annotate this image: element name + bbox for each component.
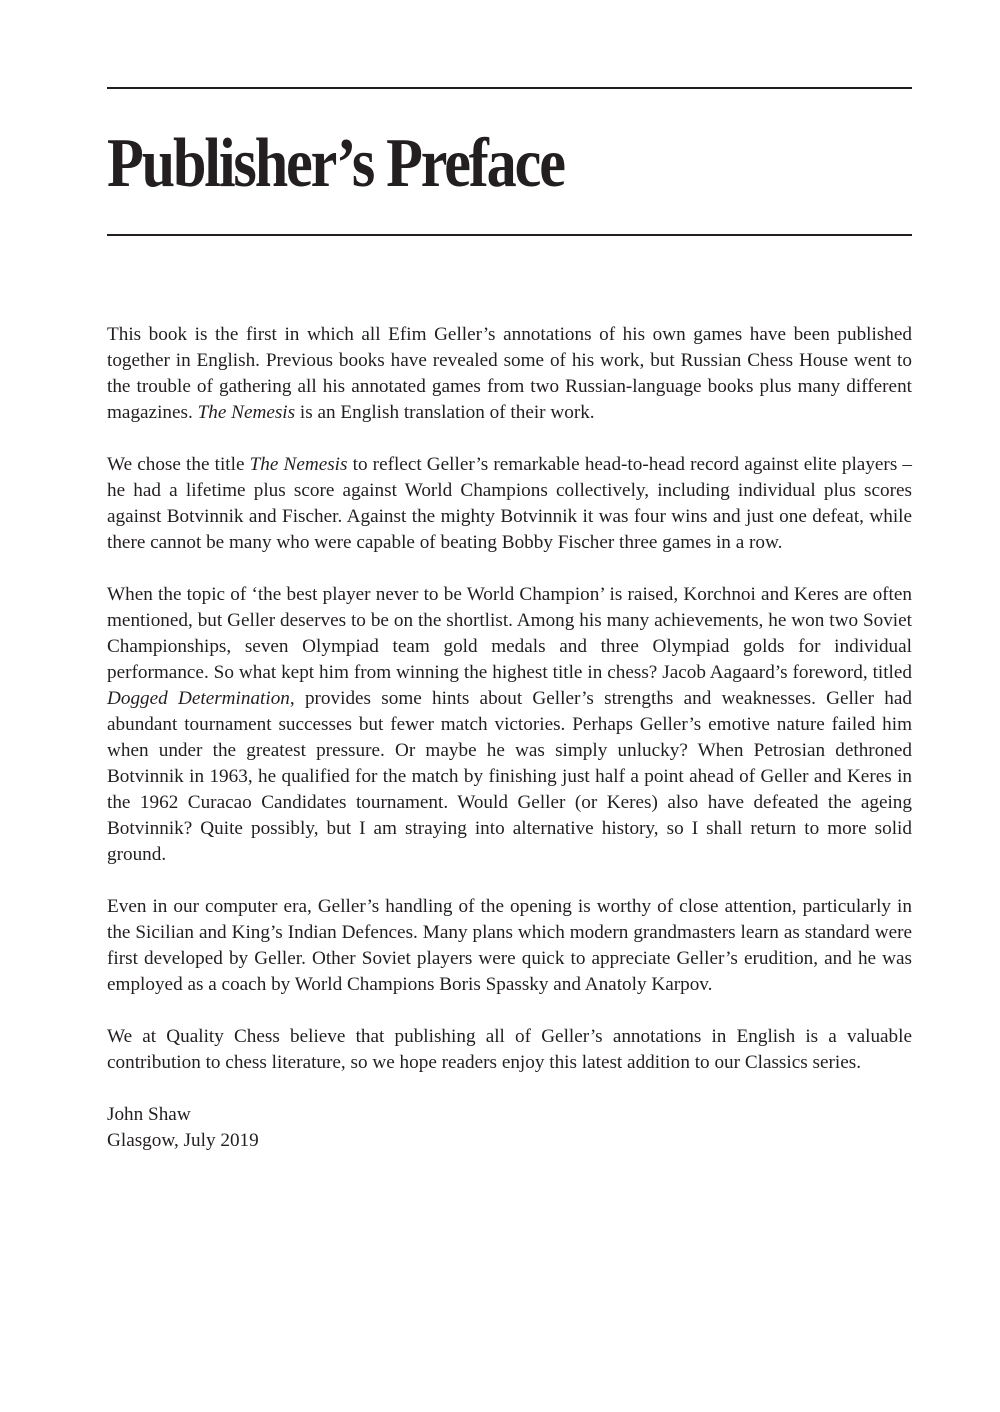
paragraph-text: , provides some hints about Geller’s strengths and weaknesses. Geller had abundant tournament successes but fewer match victories. Perhaps Geller’s emotive nature failed him when under the greatest pressure. Or maybe he was simply unlucky? When Petrosian dethroned Botvinnik in 1963, he qualified for the match by finishing just half a point ahead of Geller and Keres in the 1962 Curacao Candidates tournament. Would Geller (or Keres) also have defeated the ageing Botvinnik? Quite possibly, but I am straying into alternative history, so I shall return to more solid ground. [107,688,912,865]
paragraph [107,582,912,868]
body-text [107,322,912,1154]
signature [107,1102,912,1154]
paragraph-text: We chose the title [107,454,250,475]
paragraph-text: This book is the first in which all Efim Geller’s annotations of his own games have been published together in English. Previous books have revealed some of his work, but Russian Chess House went to the trouble of gathering all his annotated games from two Russian-language books plus many different magazines. [107,324,912,423]
paragraph-text: to reflect Geller’s remarkable head-to-head record against elite players – he had a lifetime plus score against World Champions collectively, including individual plus scores against Botvinnik and Fischer. Against the mighty Botvinnik it was four wins and just one defeat, while there cannot be many who were capable of beating Bobby Fischer three games in a row. [107,454,913,553]
signature-place-date: Glasgow, July 2019 [107,1130,259,1151]
paragraph [107,1024,912,1076]
paragraph-text: Even in our computer era, Geller’s handling of the opening is worthy of close attention, particularly in the Sicilian and King’s Indian Defences. Many plans which modern grandmasters learn as standard were first developed by Geller. Other Soviet players were quick to appreciate Geller’s erudition, and he was employed as a coach by World Champions Boris Spassky and Anatoly Karpov. [107,896,912,995]
page-title: Publisher’s Preface [107,125,564,202]
paragraph [107,322,912,426]
italic-title-text: Dogged Determination [107,688,290,709]
paragraphs [107,322,912,1076]
paragraph [107,894,912,998]
italic-title-text: The Nemesis [249,454,348,475]
paragraph-text: We at Quality Chess believe that publishing all of Geller’s annotations in English is a valuable contribution to chess literature, so we hope readers enjoy this latest addition to our Classics series. [107,1026,912,1073]
italic-title-text: The Nemesis [197,402,296,423]
bottom-rule [107,234,912,236]
top-rule [107,87,912,89]
paragraph-text: is an English translation of their work. [295,402,595,423]
paragraph-text: When the topic of ‘the best player never to be World Champion’ is raised, Korchnoi and Keres are often mentioned, but Geller deserves to be on the shortlist. Among his many achievements, he won two Soviet Championships, seven Olympiad team gold medals and three Olympiad golds for individual performance. So what kept him from winning the highest title in chess? Jacob Aagaard’s foreword, titled [107,584,912,683]
paragraph [107,452,912,556]
signature-name: John Shaw [107,1104,191,1125]
